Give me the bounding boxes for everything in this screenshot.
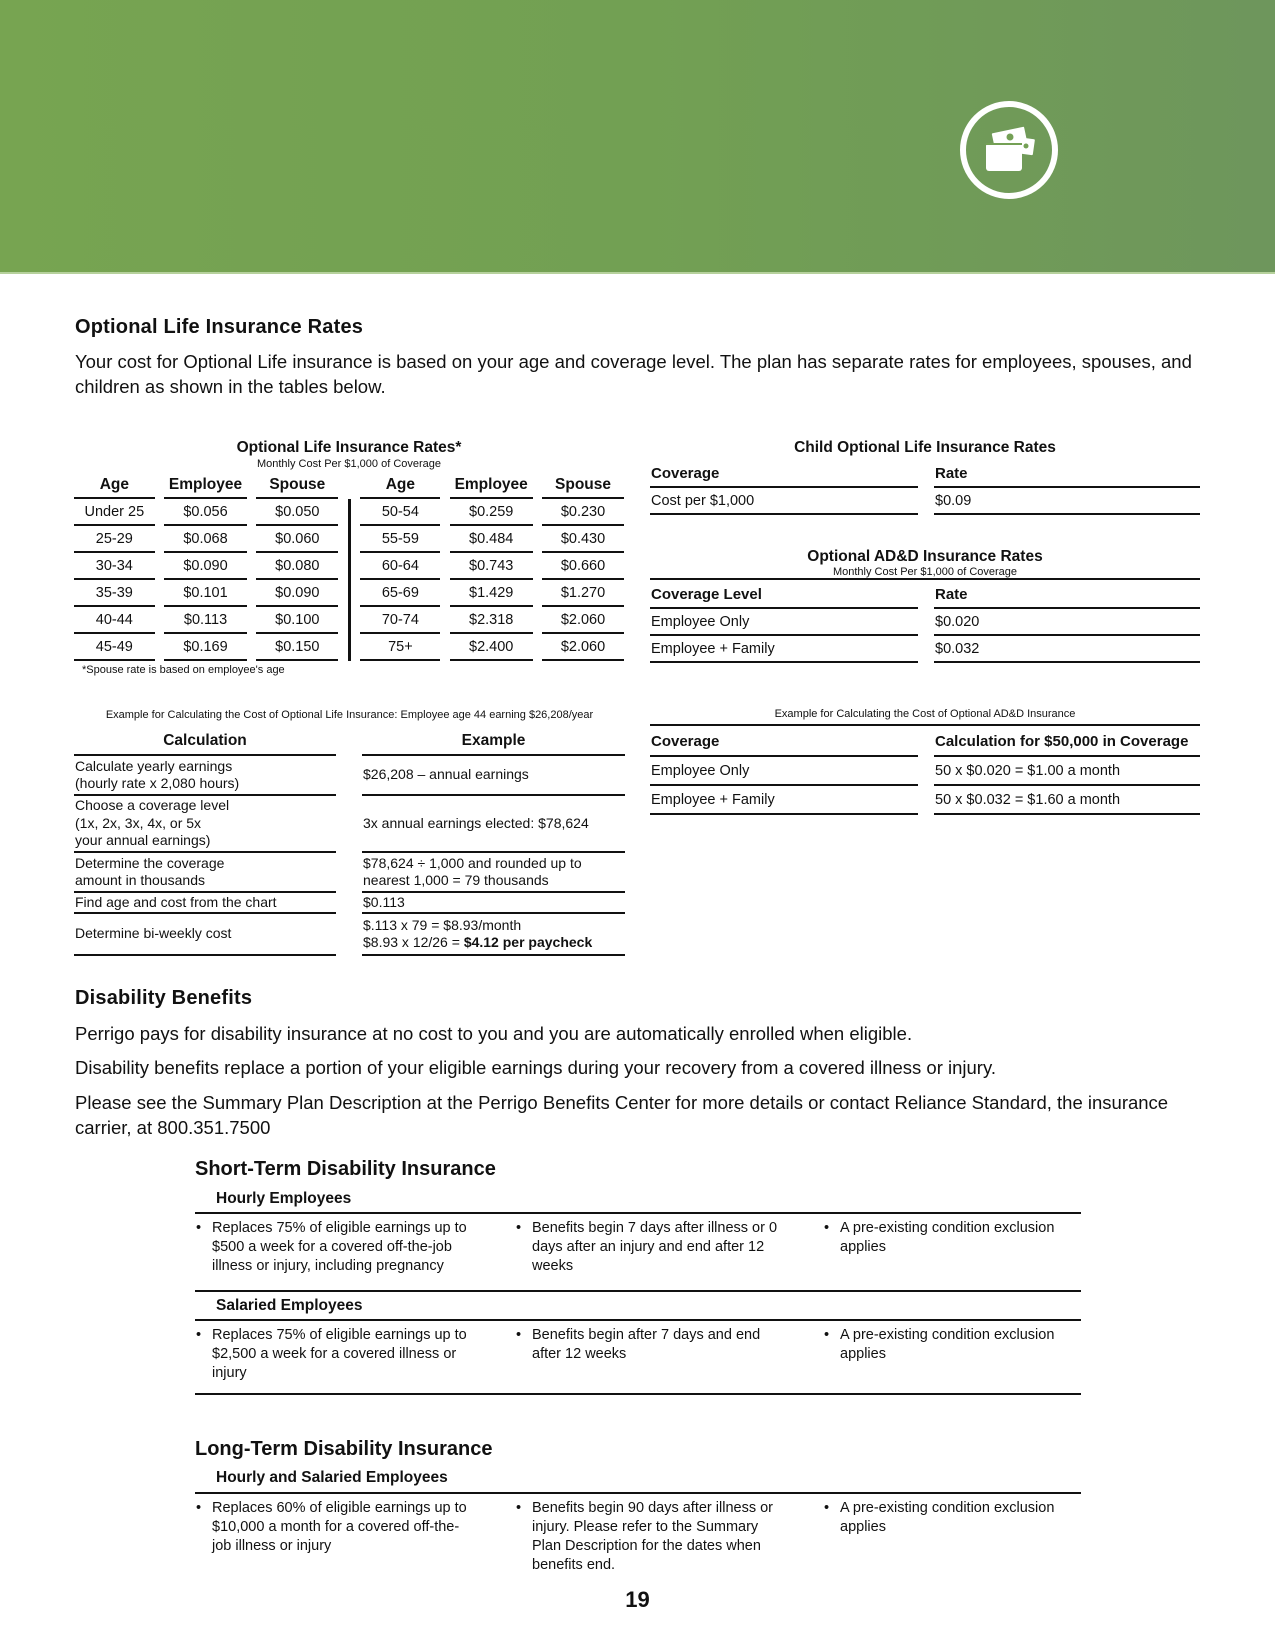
col-coverage: Coverage: [650, 461, 918, 488]
table-row: [650, 786, 1200, 815]
header-banner: [0, 0, 1275, 274]
cell-spouse: $1.270: [542, 580, 624, 607]
col-rate: Rate: [934, 461, 1200, 488]
cell-age: Under 25: [74, 499, 155, 526]
bullet-item: • A pre-existing condition exclusion applies: [823, 1499, 1080, 1575]
std-hourly-label: Hourly Employees: [216, 1190, 352, 1207]
disability-paragraph: Please see the Summary Plan Description at the Perrigo Benefits Center for more details or contact Reliance Standard, the insurance carrier, at 800.351.7500: [75, 1092, 1169, 1138]
cell-spouse: $0.100: [256, 607, 338, 634]
cell-spouse: $0.050: [256, 499, 338, 526]
table-row: [650, 488, 1200, 515]
section-heading-disability: Disability Benefits: [75, 987, 253, 1009]
std-heading: Short-Term Disability Insurance: [195, 1158, 496, 1180]
calc-text: (1x, 2x, 3x, 4x, or 5x: [75, 814, 202, 831]
cell-coverage-level: Employee + Family: [650, 636, 918, 663]
col-calculation: Calculation for $50,000 in Coverage: [934, 728, 1200, 757]
cell-rate: $0.09: [934, 488, 1200, 515]
cell-age: 70-74: [360, 607, 440, 634]
col-employee: Employee: [450, 473, 533, 499]
col-coverage: Coverage: [650, 728, 918, 757]
table-header-row: [74, 728, 625, 756]
bullet-item: • A pre-existing condition exclusion applies: [823, 1219, 1080, 1276]
table-row: [650, 757, 1200, 786]
std-salaried-label: Salaried Employees: [216, 1297, 363, 1314]
col-example: Example: [362, 728, 625, 756]
cell-age: 65-69: [360, 580, 440, 607]
col-employee: Employee: [164, 473, 247, 499]
spouse-rate-footnote: *Spouse rate is based on employee's age: [82, 664, 285, 676]
cell-coverage-level: Employee Only: [650, 609, 918, 636]
std-salaried-bullets: [195, 1326, 1080, 1383]
optional-life-rates-table: [74, 473, 624, 661]
life-example-table: [74, 728, 625, 956]
cell-age: 25-29: [74, 526, 155, 553]
child-life-rates-block: [650, 439, 1200, 515]
col-spouse: Spouse: [256, 473, 338, 499]
table-subtitle: Monthly Cost Per $1,000 of Coverage: [256, 458, 442, 470]
cell-employee: $0.090: [164, 553, 247, 580]
cell-calculation: 50 x $0.032 = $1.60 a month: [934, 786, 1200, 815]
cell-coverage: Employee Only: [650, 757, 918, 786]
cell-age: 30-34: [74, 553, 155, 580]
divider: [195, 1290, 1081, 1292]
table-row: [650, 609, 1200, 636]
calc-text: amount in thousands: [75, 872, 205, 888]
add-example-block: [650, 708, 1200, 815]
disability-paragraph: Disability benefits replace a portion of your eligible earnings during your recovery from a covered illness or injury.: [75, 1057, 996, 1078]
cell-spouse: $0.060: [256, 526, 338, 553]
cell-employee: $0.101: [164, 580, 247, 607]
table-header-row: [74, 473, 624, 499]
col-age: Age: [360, 473, 440, 499]
example-text: $78,624 ÷ 1,000 and rounded up to: [363, 854, 582, 871]
child-life-rates-table: [650, 461, 1200, 515]
example-title: Example for Calculating the Cost of Optional Life Insurance: Employee age 44 earning $26,208/year: [105, 709, 594, 721]
cell-age: 75+: [360, 634, 440, 661]
table-title: Child Optional Life Insurance Rates: [794, 439, 1056, 456]
cell-spouse: $2.060: [542, 634, 624, 661]
ltd-group-label: Hourly and Salaried Employees: [216, 1469, 448, 1486]
col-spouse: Spouse: [542, 473, 624, 499]
table-header-row: [650, 728, 1200, 757]
cell-employee: $0.113: [164, 607, 247, 634]
ltd-bullets: [195, 1499, 1080, 1575]
table-row: [74, 756, 625, 796]
table-row: [74, 499, 624, 526]
table-row: [74, 853, 625, 893]
bullet-item: • Replaces 60% of eligible earnings up to $10,000 a month for a covered off-the-job illness or injury: [195, 1499, 470, 1575]
optional-life-rates-block: [74, 439, 624, 676]
cell-coverage: Employee + Family: [650, 786, 918, 815]
cell-age: 55-59: [360, 526, 440, 553]
table-row: [74, 893, 625, 914]
col-rate: Rate: [934, 582, 1200, 609]
divider: [195, 1319, 1081, 1321]
table-header-row: [650, 461, 1200, 488]
table-title: Optional AD&D Insurance Rates: [807, 548, 1043, 565]
col-calculation: Calculation: [74, 728, 336, 756]
bullet-item: • A pre-existing condition exclusion applies: [823, 1326, 1080, 1383]
table-subtitle: Monthly Cost Per $1,000 of Coverage: [650, 566, 1200, 580]
cell-rate: $0.032: [934, 636, 1200, 663]
cell-spouse: $0.660: [542, 553, 624, 580]
calc-text: Calculate yearly earnings: [75, 757, 233, 774]
col-coverage-level: Coverage Level: [650, 582, 918, 609]
table-header-row: [650, 582, 1200, 609]
cell-employee: $0.484: [450, 526, 533, 553]
example-text: $0.113: [363, 893, 405, 910]
cell-spouse: $0.430: [542, 526, 624, 553]
table-title: Optional Life Insurance Rates*: [236, 439, 462, 456]
bullet-item: • Replaces 75% of eligible earnings up to $2,500 a week for a covered illness or injury: [195, 1326, 470, 1383]
add-example-table: [650, 728, 1200, 815]
cell-rate: $0.020: [934, 609, 1200, 636]
per-paycheck-result: $4.12 per paycheck: [463, 934, 593, 950]
cell-age: 50-54: [360, 499, 440, 526]
cell-coverage: Cost per $1,000: [650, 488, 918, 515]
example-title: Example for Calculating the Cost of Optional AD&D Insurance: [650, 708, 1200, 726]
cell-employee: $0.056: [164, 499, 247, 526]
calc-text: your annual earnings): [75, 832, 211, 849]
ltd-heading: Long-Term Disability Insurance: [195, 1438, 493, 1460]
calc-text: Determine the coverage: [75, 854, 225, 871]
optional-life-intro: Your cost for Optional Life insurance is based on your age and coverage level. The plan has separate rates for employees, spouses, and children as shown in the tables below.: [75, 351, 1192, 397]
cell-employee: $0.169: [164, 634, 247, 661]
divider: [195, 1492, 1081, 1494]
table-row: [74, 796, 625, 853]
divider: [195, 1393, 1081, 1395]
cell-spouse: $0.090: [256, 580, 338, 607]
page-number: 19: [625, 1587, 650, 1612]
add-rates-table: [650, 582, 1200, 663]
bullet-item: • Benefits begin after 7 days and end after 12 weeks: [515, 1326, 790, 1383]
table-row: [74, 914, 625, 956]
life-example-block: [74, 709, 625, 956]
cell-employee: $2.318: [450, 607, 533, 634]
example-text: $26,208 – annual earnings: [363, 766, 529, 783]
cell-employee: $2.400: [450, 634, 533, 661]
table-row: [650, 636, 1200, 663]
example-text: nearest 1,000 = 79 thousands: [363, 872, 549, 888]
cell-spouse: $0.150: [256, 634, 338, 661]
bullet-item: • Replaces 75% of eligible earnings up to $500 a week for a covered off-the-job illness or injury, including pregnancy: [195, 1219, 470, 1276]
add-rates-block: [650, 548, 1200, 663]
cell-age: 45-49: [74, 634, 155, 661]
cell-spouse: $0.080: [256, 553, 338, 580]
wallet-money-icon: [960, 101, 1058, 199]
calc-text: (hourly rate x 2,080 hours): [75, 775, 240, 791]
cell-calculation: 50 x $0.020 = $1.00 a month: [934, 757, 1200, 786]
bullet-item: • Benefits begin 90 days after illness or injury. Please refer to the Summary Plan Description for the dates when benefits end.: [515, 1499, 790, 1575]
calc-text: Choose a coverage level: [75, 797, 230, 814]
cell-age: 40-44: [74, 607, 155, 634]
cell-age: 60-64: [360, 553, 440, 580]
example-text: $.113 x 79 = $8.93/month: [363, 916, 522, 933]
calc-text: Determine bi-weekly cost: [75, 925, 232, 942]
disability-paragraph: Perrigo pays for disability insurance at no cost to you and you are automatically enrolled when eligible.: [75, 1023, 913, 1044]
cell-spouse: $0.230: [542, 499, 624, 526]
cell-employee: $0.068: [164, 526, 247, 553]
cell-employee: $0.743: [450, 553, 533, 580]
calc-text: Find age and cost from the chart: [75, 893, 277, 910]
example-text: 3x annual earnings elected: $78,624: [363, 814, 589, 831]
example-text: $8.93 x 12/26 =: [363, 934, 464, 950]
cell-employee: $1.429: [450, 580, 533, 607]
bullet-item: • Benefits begin 7 days after illness or 0 days after an injury and end after 12 weeks: [515, 1219, 790, 1276]
cell-employee: $0.259: [450, 499, 533, 526]
section-heading-optional-life: Optional Life Insurance Rates: [75, 316, 364, 338]
cell-spouse: $2.060: [542, 607, 624, 634]
cell-age: 35-39: [74, 580, 155, 607]
std-hourly-bullets: [195, 1219, 1080, 1276]
divider: [195, 1212, 1081, 1214]
col-age: Age: [74, 473, 155, 499]
